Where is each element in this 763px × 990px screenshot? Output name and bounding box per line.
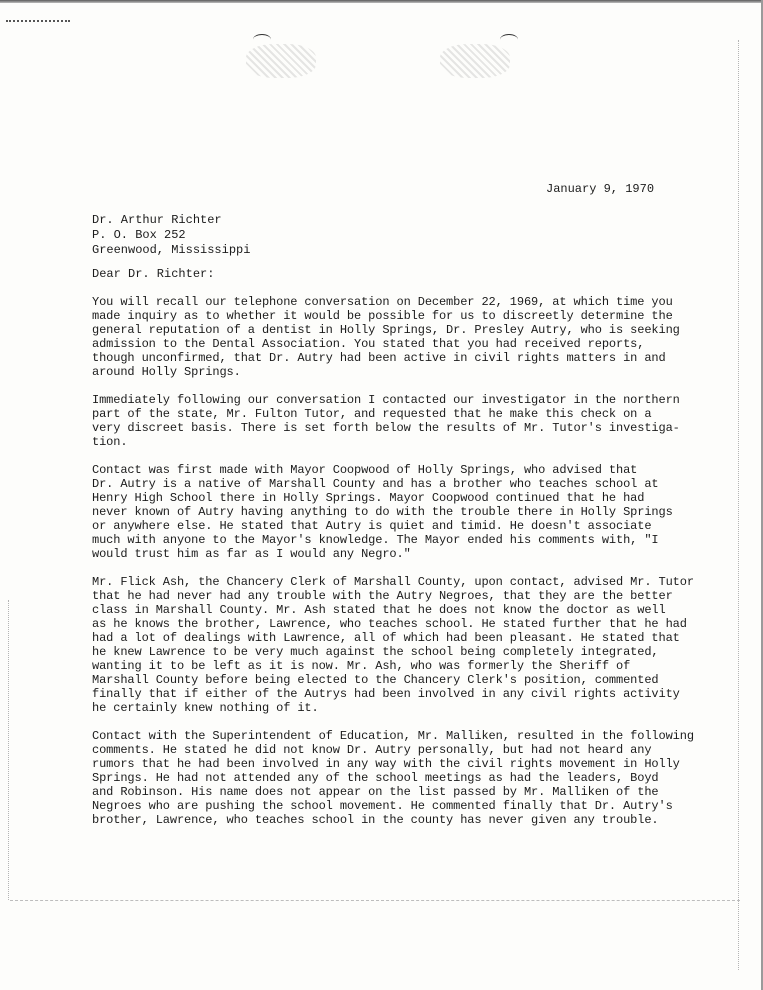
body-line: finally that if either of the Autrys had been involved in any civil rights activity	[92, 687, 680, 701]
body-line: Springs. He had not attended any of the school meetings as had the leaders, Boyd	[92, 771, 659, 785]
body-line: Dr. Autry is a native of Marshall County and has a brother who teaches school at	[92, 477, 659, 491]
body-line: tion.	[92, 435, 128, 449]
body-line: comments. He stated he did not know Dr. Autry personally, but had not heard any	[92, 743, 652, 757]
body-line: had a lot of dealings with Lawrence, all of which had been pleasant. He stated that	[92, 631, 680, 645]
body-line: that he had never had any trouble with the Autry Negroes, that they are the better	[92, 589, 673, 603]
body-line: Mr. Flick Ash, the Chancery Clerk of Marshall County, upon contact, advised Mr. Tutor	[92, 575, 694, 589]
recipient-city: Greenwood, Mississippi	[92, 243, 251, 257]
body-line: much with anyone to the Mayor's knowledge. The Mayor ended his comments with, "I	[92, 533, 659, 547]
body-line: Immediately following our conversation I contacted our investigator in the northern	[92, 393, 680, 407]
body-line: wanting it to be left as it is now. Mr. Ash, who was formerly the Sheriff of	[92, 659, 631, 673]
body-line: Contact with the Superintendent of Education, Mr. Malliken, resulted in the following	[92, 729, 694, 743]
body-paragraph	[92, 575, 712, 715]
faded-letterhead-left	[246, 44, 316, 78]
scan-fold-line-bottom	[10, 900, 740, 901]
body-paragraph	[92, 393, 712, 449]
body-line: around Holly Springs.	[92, 365, 241, 379]
body-line: Contact was first made with Mayor Coopwood of Holly Springs, who advised that	[92, 463, 638, 477]
body-line: would trust him as far as I would any Negro."	[92, 547, 411, 561]
body-line: admission to the Dental Association. You stated that you had received reports,	[92, 337, 645, 351]
body-line: class in Marshall County. Mr. Ash stated that he does not know the doctor as well	[92, 603, 666, 617]
body-line: he certainly knew nothing of it.	[92, 701, 319, 715]
letter-date: January 9, 1970	[546, 182, 655, 196]
scan-mark	[6, 20, 70, 22]
body-line: and Robinson. His name does not appear on the list passed by Mr. Malliken of the	[92, 785, 659, 799]
letter-body	[92, 295, 712, 841]
body-line: general reputation of a dentist in Holly Springs, Dr. Presley Autry, who is seeking	[92, 323, 680, 337]
body-paragraph	[92, 463, 712, 561]
scan-edge-top	[0, 0, 763, 3]
body-line: as he knows the brother, Lawrence, who teaches school. He stated further that he had	[92, 617, 687, 631]
body-line: Negroes who are pushing the school movement. He commented finally that Dr. Autry's	[92, 799, 673, 813]
scan-fold-line-left	[8, 600, 9, 900]
scan-fold-line	[738, 40, 739, 970]
body-line: Marshall County before being elected to the Chancery Clerk's position, commented	[92, 673, 659, 687]
faded-letterhead-right	[440, 44, 510, 78]
body-line: part of the state, Mr. Fulton Tutor, and requested that he make this check on a	[92, 407, 652, 421]
recipient-name: Dr. Arthur Richter	[92, 213, 222, 227]
body-line: though unconfirmed, that Dr. Autry had been active in civil rights matters in and	[92, 351, 666, 365]
recipient-address-line: P. O. Box 252	[92, 228, 186, 242]
body-paragraph	[92, 729, 712, 827]
salutation: Dear Dr. Richter:	[92, 267, 215, 281]
body-line: he knew Lawrence to be very much against the school being completely integrated,	[92, 645, 659, 659]
body-line: brother, Lawrence, who teaches school in the county has never given any trouble.	[92, 813, 659, 827]
body-line: never known of Autry having anything to do with the trouble there in Holly Springs	[92, 505, 673, 519]
body-paragraph	[92, 295, 712, 379]
letterhead-mark-right	[500, 34, 518, 45]
body-line: or anywhere else. He stated that Autry is quiet and timid. He doesn't associate	[92, 519, 652, 533]
recipient-address	[92, 213, 250, 258]
body-line: You will recall our telephone conversation on December 22, 1969, at which time you	[92, 295, 673, 309]
body-line: made inquiry as to whether it would be possible for us to discreetly determine the	[92, 309, 673, 323]
body-line: very discreet basis. There is set forth below the results of Mr. Tutor's investiga-	[92, 421, 680, 435]
body-line: rumors that he had been involved in any way with the civil rights movement in Holly	[92, 757, 680, 771]
body-line: Henry High School there in Holly Springs. Mayor Coopwood continued that he had	[92, 491, 645, 505]
